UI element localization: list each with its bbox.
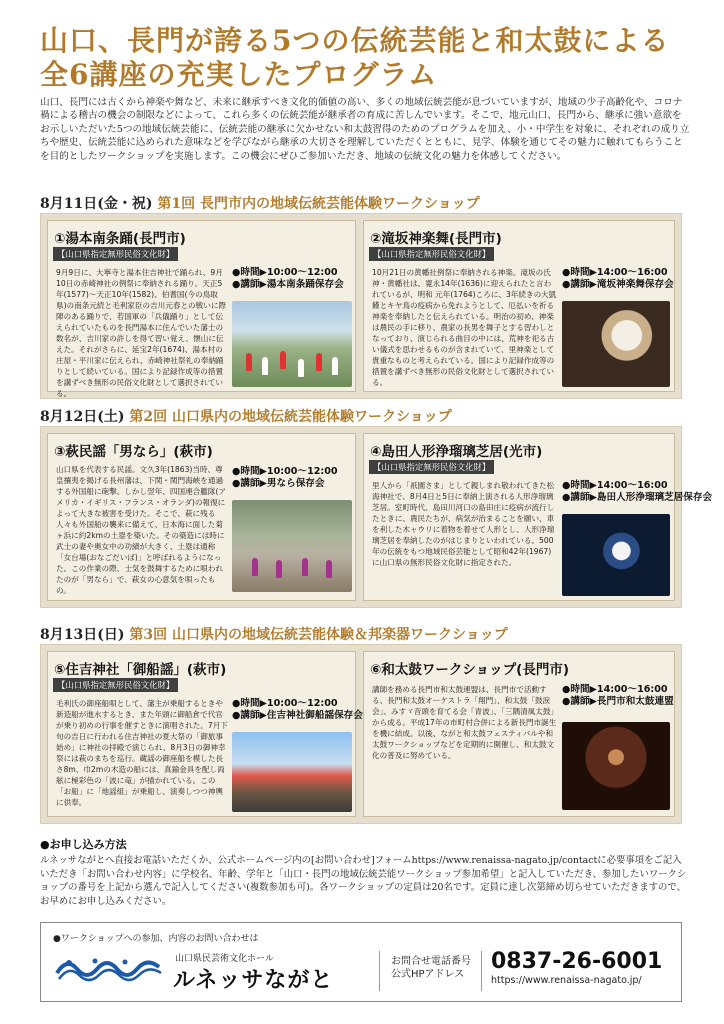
card-description: 里人から「祇園さま」として親しまれ敬われてきた松海神社で、8月4日と5日に奉納上演される人形浄瑠璃芝居。室町時代、島田川河口の島田庄に疫病が流行したときに、農民たちが、病気が治まることを願い、車を利した木ャウリに着物を着せて人形とし、人形浄瑠璃芝居を奉納したのがはじまりといわれている。500年の伝統をもつ地域民俗芸能として昭和42年(1967)に山口県の無形民俗文化財に指定された。 (372, 481, 555, 567)
card-info (562, 480, 712, 505)
organization-subtitle: 山口県民芸術文化ホール (175, 954, 274, 964)
photo-takizaka-kagura (562, 301, 670, 387)
headline-line-1: 山口、長門が誇る5つの伝統芸能と和太鼓による (40, 24, 670, 57)
card-info (562, 684, 674, 709)
phone-label: お問合せ電話番号 (391, 956, 471, 967)
session-1-heading (40, 193, 480, 213)
card-lecturer: ●講師▶長門市和太鼓連盟 (562, 696, 674, 708)
workshop-card-5 (47, 651, 363, 817)
card-description: 講師を務める長門市和太鼓連盟は、長門市で活動する、長門和太鼓オーケストラ「翔門」、和太鼓「鼓涙会」、みすゞ音頭を育てる会「青波」、「三隅清風太鼓」から成る。平成17年の市町村合併による新長門市誕生を機に結成。以後、ながと和太鼓フェスティバルや和太鼓ワークショップなどを定期的に開催し、和太鼓文化の普及に努めている。 (372, 685, 557, 760)
card-title: ③萩民謡「男なら」(萩市) (54, 444, 213, 460)
renaissa-logo-wave-icon (55, 953, 165, 983)
card-time: ●時間▶10:00～12:00 (232, 698, 338, 709)
card-description: 9月9日に、大寧寺と湯本住吉神社で踊られ、9月10日の赤崎神社の例祭に奉納される踊り。天正5年(1577)～天正10年(1582)、伯耆国(今の鳥取県)の南条元続と毛利家臣の吉川元春との戦いに際陣のある踊りで、若国軍の「兵儀踊り」として伝えられていたものを長門湯本に住んでいた藩士の数名が、吉川家の許しを得て習い覚え、懐山に伝えた。それがさらに、延宝2年(1674)、湯本村の庄屋・平川家に伝えられ、赤崎神社祭礼の奉納踊りとして続いている。国により記録作成等の措置を講ずべき無形の民俗文化財として選択されている。 (56, 268, 227, 398)
photo-ofune-uta (232, 732, 352, 812)
photo-otoko-nara (232, 500, 352, 592)
intro-text: 山口、長門には古くから神楽や舞など、未来に継承すべき文化的価値の高い、多くの地域伝統芸能が息づいていますが、地域の少子高齢化や、コロナ禍による稽古の機会の制限などによって、これら多くの伝統芸能が継承者の育成に苦しんでいます。そこで、地元山口、長門から、継承に強い意欲をお示しいただいた5つの地域伝統芸能に、伝統芸能の継承に欠かせない和太鼓習得のためのプログラムを加え、小・中学生を対象に、それぞれの成り立ちや歴史、伝統芸能に込められた意味などを学びながら継承の大切さを理解していただくとともに、見学、体験を通じてその魅力に触れてもらうことを目的としたワークショップを実施します。この機会にぜひご参加いただき、地域の伝統文化の魅力を体感してください。 (40, 97, 690, 162)
card-designation: 【山口県指定無形民俗文化財】 (369, 247, 494, 261)
card-description: 10月21日の黄幡社例祭に奉納される神楽。滝坂の氏神・黄幡社は、寛永14年(1636)に迎えられたと言われているが、明和 元年(1764)ころに、3年続きの大凱饉とキヤ鳥の疫病から免れようとして、厄払いを祈る神楽を奉納したと伝えられている。明治の初め、神楽は農民の手に移り、農家の長男を舞子とする習わしとなっており、演じられる曲目の中には、荒神を祀る古い儀式を思わせるものが含まれていて、里神楽として貴重なものと考えられている。国により記録作成等の措置を講ずべき無形の民俗文化財として選択されている。 (372, 268, 557, 387)
card-description: 山口県を代表する民謡。文久3年(1863)当時、尊皇攘夷を掲げる長州藩は、下関・関門海峡を通過する外国船に砲撃。しかし翌年、四国連合艦隊(アメリカ・イギリス・フランス・オランダ)の報復によって大きな被害を受けた。そこで、萩に残る人々も外国船の襲来に備えて、日本海に面した菊ヶ浜に約2kmの土塁を築いた。その築造には時に武士の妻や奥女中の功績が大きく、土塁は通称「女台場(おなごだいば)」と呼ばれるようになった。この作業の際、士気を鼓舞するために唄われたのが「男なら」で、萩女の心意気を唄ったもの。 (56, 465, 227, 595)
footer-divider (379, 951, 380, 991)
session-2-panel (40, 426, 713, 608)
card-lecturer: ●講師▶住吉神社御船謡保存会 (232, 710, 363, 722)
session-2-title: 第2回 山口県内の地域伝統芸能体験ワークショップ (129, 409, 452, 425)
phone-number: 0837-26-6001 (491, 949, 663, 974)
card-time: ●時間▶14:00～16:00 (562, 480, 668, 491)
card-info (232, 466, 338, 491)
card-title: ④島田人形浄瑠璃芝居(光市) (370, 444, 543, 460)
card-title: ⑥和太鼓ワークショップ(長門市) (370, 662, 569, 678)
headline-line-2: 全6講座の充実したプログラム (40, 58, 438, 91)
application-heading: ●お申し込み方法 (40, 838, 127, 851)
website-label: 公式HPアドレス (391, 969, 465, 980)
session-2-date: 8月12日(土) (40, 409, 125, 425)
workshop-card-3 (47, 433, 356, 601)
workshop-card-4 (363, 433, 713, 601)
session-1-panel (40, 213, 682, 399)
card-info (232, 267, 344, 292)
session-3-title: 第3回 山口県内の地域伝統芸能体験＆邦楽器ワークショップ (129, 627, 508, 643)
card-title: ②滝坂神楽舞(長門市) (370, 231, 502, 247)
session-2-heading (40, 406, 452, 426)
organization-name: ルネッサながと (173, 968, 334, 993)
card-designation: 【山口県指定無形民俗文化財】 (53, 247, 178, 261)
session-3-date: 8月13日(日) (40, 627, 125, 643)
workshop-card-6 (363, 651, 675, 817)
card-designation: 【山口県指定無形民俗文化財】 (369, 460, 494, 474)
contact-labels (391, 955, 471, 981)
card-description: 毛利氏の御座船唄として、藩主が乗船するときや新造船が進水するとき、また年頭に御船倉で代官が乗り初めの行事を催すときに演唱された。7月下旬の吉日に行われる住吉神社の夏大祭の「御旅事始め」に神社の拝殿で演じられ、8月3日の御神幸祭には萩のまちを巡行。蔵謡の御座船を模した長さ8m、巾2mの木造の船には、真鍮金具を配し両舷に極彩色の「波に竜」が描かれている。この「お船」に「地謡組」が乗船し、演奏しつつ神輿に供奉。 (56, 699, 228, 807)
footer-divider (481, 951, 482, 991)
card-info (562, 267, 674, 292)
website-url[interactable]: https://www.renaissa-nagato.jp/ (491, 975, 642, 986)
session-1-title: 第1回 長門市内の地域伝統芸能体験ワークショップ (157, 196, 480, 212)
photo-shimada-ningyo-joruri (562, 514, 670, 596)
card-lecturer: ●講師▶滝坂神楽舞保存会 (562, 279, 674, 291)
card-designation: 【山口県指定無形民俗文化財】 (53, 678, 178, 692)
card-time: ●時間▶10:00～12:00 (232, 267, 338, 278)
workshop-card-1 (47, 220, 356, 398)
card-info (232, 698, 363, 723)
card-time: ●時間▶10:00～12:00 (232, 466, 338, 477)
footer-note: ●ワークショップへの参加、内容のお問い合わせは (53, 934, 259, 944)
session-3-heading (40, 624, 508, 644)
photo-yumoto-nanjo-odori (232, 301, 352, 387)
session-1-date: 8月11日(金・祝) (40, 196, 153, 212)
card-title: ①湯本南条踊(長門市) (54, 231, 186, 247)
card-lecturer: ●講師▶湯本南条踊保存会 (232, 279, 344, 291)
card-title: ⑤住吉神社「御船謡」(萩市) (54, 662, 227, 678)
session-3-panel (40, 644, 682, 824)
card-lecturer: ●講師▶島田人形浄瑠璃芝居保存会 (562, 492, 713, 504)
card-time: ●時間▶14:00～16:00 (562, 684, 668, 695)
application-text: ルネッサながとへ直接お電話いただくか、公式ホームページ内の[お問い合わせ]フォームhttps://www.renaissa-nagato.jp/contactに必要事項をご記入いただき「お問い合わせ内容」に学校名、年齢、学年と「山口・長門の地域伝統芸能ワークショップ参加希望」と記入していただき、参加したいワークショップの番号を上記から選んで記入してください(複数参加も可)。各ワークショップの定員は20名です。定員に達し次第締め切らせていただきますので、お早めにお申し込みください。 (40, 855, 687, 907)
headline (40, 24, 690, 92)
contact-footer (40, 922, 682, 1002)
card-lecturer: ●講師▶男なら保存会 (232, 478, 325, 490)
photo-wadaiko (562, 722, 670, 810)
workshop-card-2 (363, 220, 675, 392)
card-time: ●時間▶14:00～16:00 (562, 267, 668, 278)
